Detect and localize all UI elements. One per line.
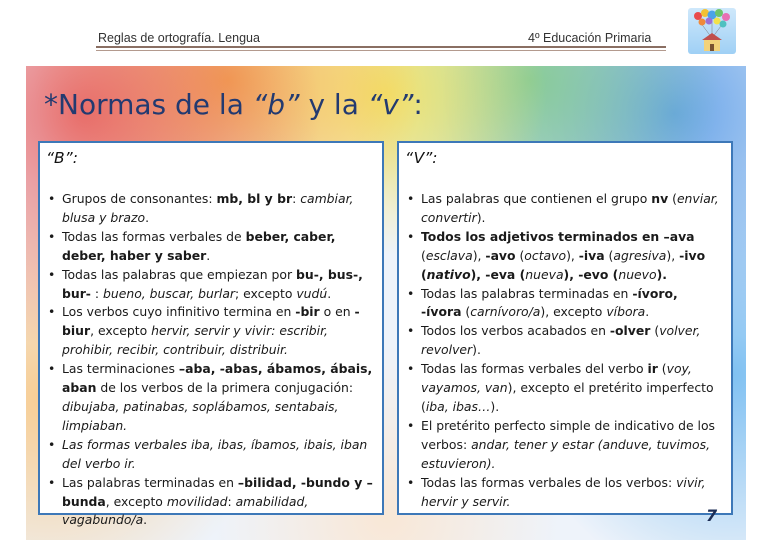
rule-text-run: ), [666,247,680,263]
rule-text-run: octavo [524,247,567,263]
rule-text-run: ir [647,361,658,377]
rule-text-run: Todas las palabras terminadas en [421,285,633,301]
rule-text-run: -avo [485,247,516,263]
rule-text-run: Los verbos cuyo infinitivo termina en [62,304,296,320]
page-number: 7 [706,506,718,525]
rule-text-run: . [145,209,150,225]
rule-text-run: voy, vayamos, van [421,361,692,396]
slide [26,66,746,540]
rule-text-run: Todas las formas verbales de los verbos: [421,474,677,490]
rule-text-run: -bir [295,304,320,320]
rule-text-run: bueno, buscar, burlar [103,285,236,301]
rule-text-run: -ívoro, -ívora [421,285,678,320]
rule-text-run: Las formas verbales iba, ibas, íbamos, ibais, iban del verbo ir. [62,436,368,471]
rule-text-run: : [292,191,301,206]
rule-text-run: -iva [578,247,605,263]
rule-text-run: ( [650,323,660,339]
rule-text-run: volver, revolver [421,323,701,358]
b-box-title: “B”: [46,149,78,167]
rule-text-run: , excepto [90,323,152,339]
list-item [405,228,721,285]
rule-text-run: mb, bl y br [216,191,293,206]
rule-text-run: , excepto [105,493,167,509]
rule-text-run: ), excepto el pretérito imperfecto ( [421,380,714,414]
rule-text-run: enviar, convertir [421,191,719,225]
v-rules-box [397,141,733,515]
rule-text-run: Las terminaciones [62,361,179,377]
rule-text-run: ), -eva ( [470,266,526,282]
rule-text-run: vivir, hervir y servir. [421,474,706,509]
rule-text-run: ( [604,247,614,263]
rule-text-run: El pretérito perfecto simple de indicativo de los verbos: [421,417,716,452]
rule-text-run: ( [657,361,667,377]
v-rules-list [405,190,721,511]
rule-text-run: -ivo ( [421,247,706,282]
rule-text-run: beber, caber, deber, haber y saber [62,228,336,263]
rule-text-run: nv [651,191,669,206]
rule-text-run: ), -evo ( [563,266,619,282]
rule-text-run: víbora [606,304,646,320]
list-item [46,266,376,304]
rule-text-run: . [327,285,332,301]
rule-text-run: . [143,512,148,528]
list-item [46,303,376,360]
list-item [46,360,376,436]
rule-text-run: ), [566,247,579,263]
list-item [46,190,376,228]
rule-text-run: dibujaba, patinabas, soplábamos, sentabais, limpiaban. [62,398,339,433]
list-item [46,228,376,266]
rule-text-run: ), excepto [540,304,607,320]
rule-text-run: nuevo [618,266,657,282]
rule-text-run: ; excepto [235,285,297,301]
rule-text-run: . [206,247,211,263]
rule-text-run: hervir, servir y vivir: escribir, prohibir, recibir, contribuir, distribuir. [62,323,328,358]
rule-text-run: ( [461,304,471,320]
rule-text-run: : [90,285,104,301]
rule-text-run: Todas las palabras que empiezan por [62,266,297,282]
rule-text-run: movilidad [166,493,228,509]
rule-text-run: -biur [62,304,360,339]
header-divider [96,46,666,48]
list-item [46,436,376,474]
b-rules-box [38,141,384,528]
rule-text-run: ). [472,342,481,358]
rule-text-run: ( [668,191,677,206]
rule-text-run: andar, tener y estar (anduve, tuvimos, estuvieron). [421,436,711,471]
rule-text-run: Las palabras terminadas en [62,474,238,490]
rule-text-run: –bilidad, -bundo y –bunda [62,474,373,509]
list-item [405,322,721,360]
list-item [46,474,376,531]
rule-text-run: amabilidad, vagabundo/a [62,493,309,528]
rule-text-run: agresiva [613,247,667,263]
header-right-text: 4º Educación Primaria [528,31,652,45]
rule-text-run: . [645,304,650,320]
v-box-title: “V”: [405,149,438,167]
list-item [405,190,721,228]
rule-text-run: carnívoro/a [470,304,541,320]
rule-text-run: : [227,493,236,509]
rule-text-run: Las palabras que contienen el grupo [421,191,652,206]
list-item [405,360,721,417]
b-rules-list [46,190,376,530]
rule-text-run: nativo [426,266,471,282]
rule-text-run: ( [421,247,426,263]
rule-text-run: de los verbos de la primera conjugación: [96,380,354,396]
rule-text-run: esclava [425,247,473,263]
list-item [405,285,721,323]
rule-text-run: cambiar, blusa y brazo [62,191,354,225]
rule-text-run: vudú [296,285,328,301]
rule-text-run: –aba, -abas, ábamos, ábais, aban [62,361,373,396]
header-divider-thin [96,50,666,51]
slide-title-prefix: *Normas de la [44,88,253,121]
rule-text-run: Todas las formas verbales de [62,228,246,244]
rule-text-run: Todos los verbos acabados en [421,323,610,339]
balloon-house-icon [688,8,736,54]
list-item [405,417,721,474]
rule-text-run: Grupos de consonantes: [62,191,217,206]
slide-title-v: “v” [367,88,414,121]
slide-title-b: “b” [252,88,300,121]
rule-text-run: Todos los adjetivos terminados en –ava [421,228,695,244]
slide-title-suffix: : [413,88,423,121]
rule-text-run: ), [472,247,486,263]
rule-text-run: Todas las formas verbales del verbo [421,361,648,377]
slide-title-mid: y la [299,88,368,121]
rule-text-run: ). [656,266,667,282]
rule-text-run: o en [319,304,355,320]
rule-text-run: nueva [525,266,564,282]
rule-text-run: ( [515,247,525,263]
list-item [405,474,721,512]
rule-text-run: -olver [609,323,651,339]
slide-title [44,88,423,121]
rule-text-run: iba, ibas… [425,398,491,414]
header-left-text: Reglas de ortografía. Lengua [98,31,260,45]
rule-text-run: ). [476,209,486,225]
rule-text-run: ). [490,398,500,414]
rule-text-run: bu-, bus-, bur- [62,266,363,301]
